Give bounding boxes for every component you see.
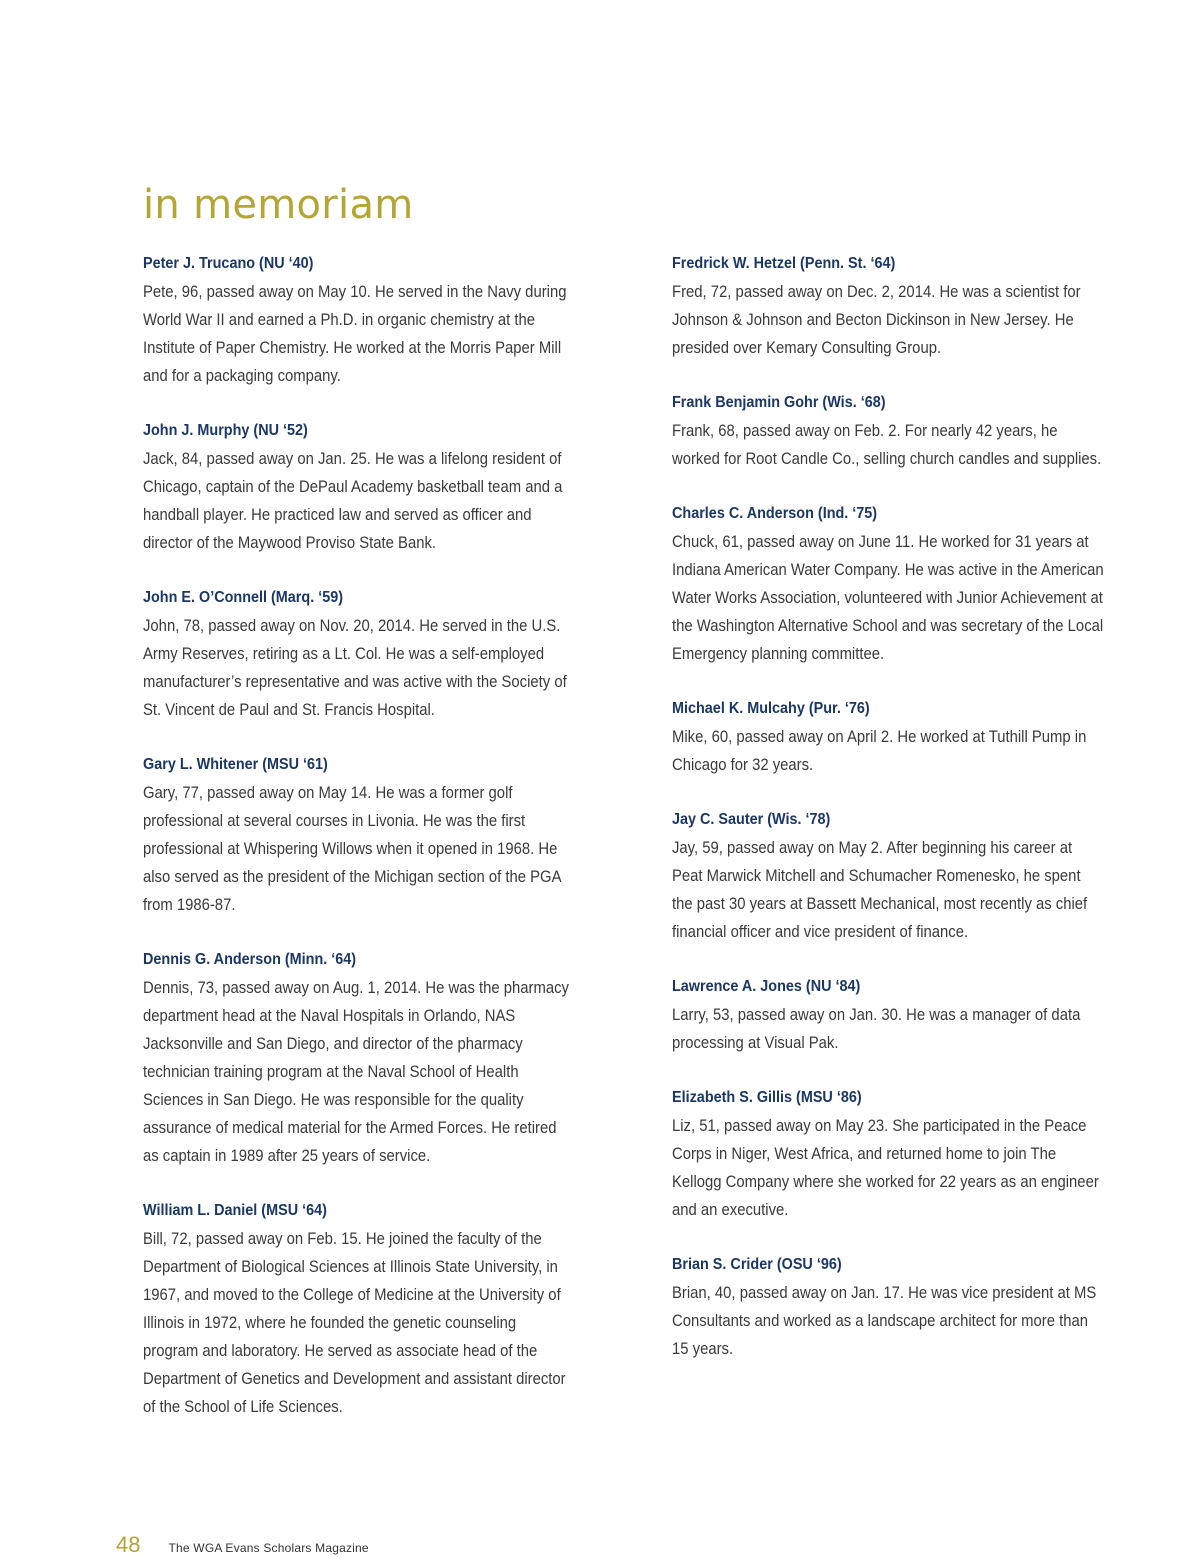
obituary-name: Lawrence A. Jones (NU ‘84) xyxy=(672,978,861,995)
obituary-text: Bill, 72, passed away on Feb. 15. He joined the faculty of the Department of Biological Sciences at Illinois State University, in 1967, and moved to the College of Medicine at the University of Illinois in 1972, where he founded the genetic counseling program and laboratory. He served as associate head of the Department of Genetics and Development and assistant director of the School of Life Sciences. xyxy=(143,1230,566,1416)
obituary-entry xyxy=(672,695,1122,779)
obituary-text: Fred, 72, passed away on Dec. 2, 2014. He was a scientist for Johnson & Johnson and Becton Dickinson in New Jersey. He presided over Kemary Consulting Group. xyxy=(672,283,1081,357)
obituary-entry xyxy=(143,946,593,1170)
obituary-text: Liz, 51, passed away on May 23. She participated in the Peace Corps in Niger, West Africa, and returned home to join The Kellogg Company where she worked for 22 years as an engineer and an executive. xyxy=(672,1117,1099,1219)
obituary-text: Jack, 84, passed away on Jan. 25. He was a lifelong resident of Chicago, captain of the DePaul Academy basketball team and a handball player. He practiced law and served as officer and director of the Maywood Proviso State Bank. xyxy=(143,450,563,552)
obituary-name: Elizabeth S. Gillis (MSU ‘86) xyxy=(672,1089,862,1106)
obituary-entry xyxy=(672,389,1122,473)
obituary-entry xyxy=(143,250,593,390)
obituary-name: Dennis G. Anderson (Minn. ‘64) xyxy=(143,951,357,968)
page-number: 48 xyxy=(116,1532,141,1557)
obituary-text: Larry, 53, passed away on Jan. 30. He was a manager of data processing at Visual Pak. xyxy=(672,1006,1081,1052)
publication-name: The WGA Evans Scholars Magazine xyxy=(168,1541,369,1555)
obituary-name: Michael K. Mulcahy (Pur. ‘76) xyxy=(672,700,870,717)
obituary-entry xyxy=(672,500,1122,668)
obituary-name: Frank Benjamin Gohr (Wis. ‘68) xyxy=(672,394,886,411)
obituary-name: John E. O’Connell (Marq. ‘59) xyxy=(143,589,344,606)
obituary-text: John, 78, passed away on Nov. 20, 2014. He served in the U.S. Army Reserves, retiring as a Lt. Col. He was a self-employed manufacturer’s representative and was active with the Society of St. Vincent de Paul and St. Francis Hospital. xyxy=(143,617,567,719)
obituary-entry xyxy=(143,1197,593,1421)
obituary-name: Fredrick W. Hetzel (Penn. St. ‘64) xyxy=(672,255,896,272)
obituary-entry xyxy=(143,417,593,557)
obituary-entry xyxy=(672,806,1122,946)
obituary-name: William L. Daniel (MSU ‘64) xyxy=(143,1202,327,1219)
obituary-name: Charles C. Anderson (Ind. ‘75) xyxy=(672,505,878,522)
obituary-text: Jay, 59, passed away on May 2. After beginning his career at Peat Marwick Mitchell and Schumacher Romenesko, he spent the past 30 years at Bassett Mechanical, most recently as chief financial officer and vice president of finance. xyxy=(672,839,1088,941)
obituary-text: Pete, 96, passed away on May 10. He served in the Navy during World War II and earned a Ph.D. in organic chemistry at the Institute of Paper Chemistry. He worked at the Morris Paper Mill and for a packaging company. xyxy=(143,283,567,385)
obituary-name: John J. Murphy (NU ‘52) xyxy=(143,422,308,439)
obituary-entry xyxy=(672,250,1122,362)
obituary-text: Gary, 77, passed away on May 14. He was a former golf professional at several courses in Livonia. He was the first professional at Whispering Willows when it opened in 1968. He also served as the president of the Michigan section of the PGA from 1986-87. xyxy=(143,784,561,914)
obituary-text: Frank, 68, passed away on Feb. 2. For nearly 42 years, he worked for Root Candle Co., selling church candles and supplies. xyxy=(672,422,1102,468)
obituary-entry xyxy=(672,1084,1122,1224)
left-column xyxy=(143,250,593,1448)
obituary-entry xyxy=(143,751,593,919)
page-footer xyxy=(116,1532,369,1558)
obituary-text: Mike, 60, passed away on April 2. He worked at Tuthill Pump in Chicago for 32 years. xyxy=(672,728,1087,774)
obituary-text: Dennis, 73, passed away on Aug. 1, 2014. He was the pharmacy department head at the Naval Hospitals in Orlando, NAS Jacksonville and San Diego, and director of the pharmacy technician training program at the Naval School of Health Sciences in San Diego. He was responsible for the quality assurance of medical material for the Armed Forces. He retired as captain in 1989 after 25 years of service. xyxy=(143,979,569,1165)
obituary-name: Peter J. Trucano (NU ‘40) xyxy=(143,255,314,272)
obituary-name: Jay C. Sauter (Wis. ‘78) xyxy=(672,811,831,828)
obituary-text: Brian, 40, passed away on Jan. 17. He was vice president at MS Consultants and worked as a landscape architect for more than 15 years. xyxy=(672,1284,1097,1358)
right-column xyxy=(672,250,1122,1390)
obituary-name: Gary L. Whitener (MSU ‘61) xyxy=(143,756,328,773)
obituary-entry xyxy=(672,973,1122,1057)
obituary-text: Chuck, 61, passed away on June 11. He worked for 31 years at Indiana American Water Company. He was active in the American Water Works Association, volunteered with Junior Achievement at the Washington Alternative School and was secretary of the Local Emergency planning committee. xyxy=(672,533,1104,663)
obituary-name: Brian S. Crider (OSU ‘96) xyxy=(672,1256,842,1273)
obituary-entry xyxy=(672,1251,1122,1363)
page-title: in memoriam xyxy=(143,182,414,228)
obituary-entry xyxy=(143,584,593,724)
